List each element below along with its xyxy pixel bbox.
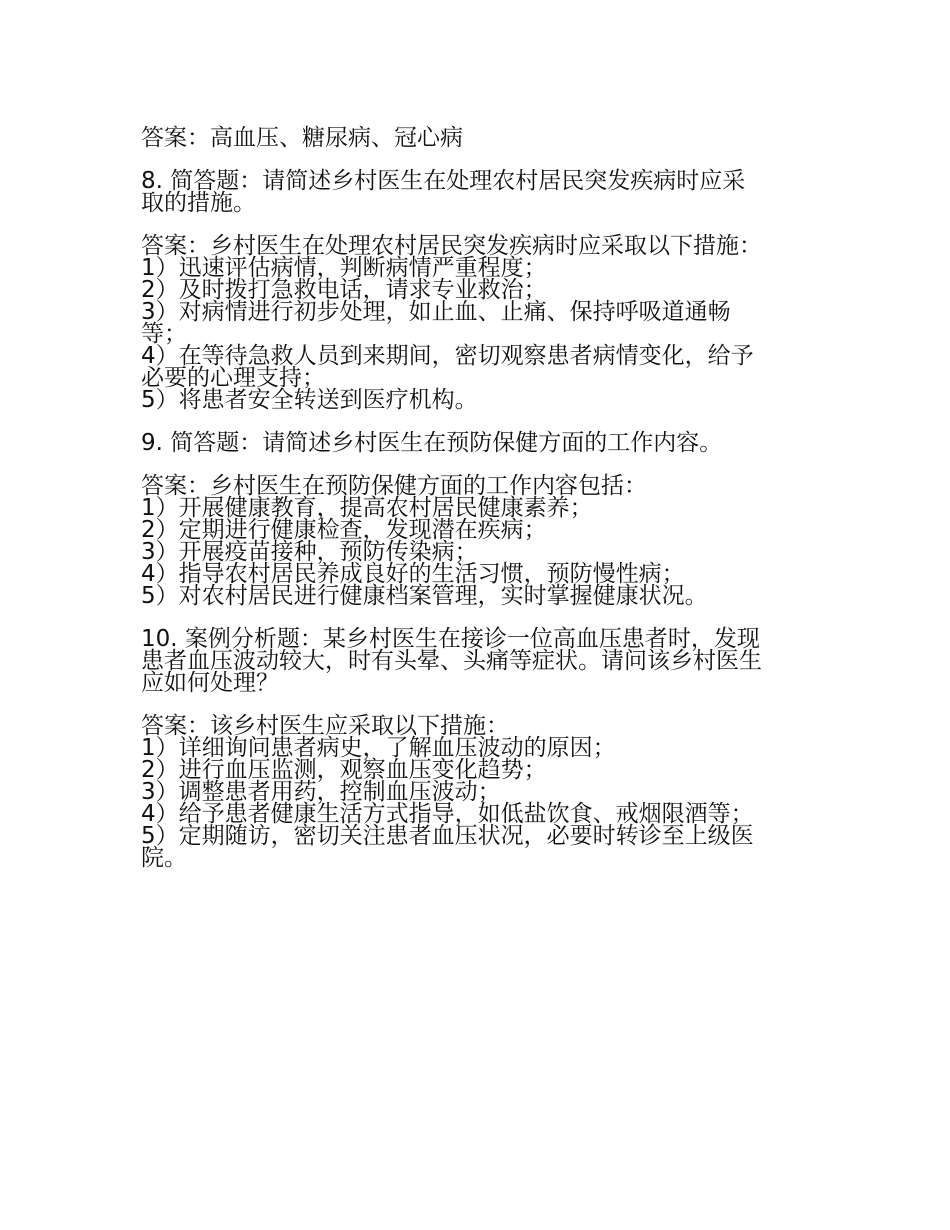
answer-8 [141,235,821,411]
text-line: 2）进行血压监测，观察血压变化趋势； [141,757,547,783]
text-line: 10. 案例分析题：某乡村医生在接诊一位高血压患者时，发现 [141,626,760,652]
question-10 [141,628,821,694]
text-line: 5）定期随访，密切关注患者血压状况，必要时转诊至上级医 [141,823,754,849]
document-page [141,127,821,890]
text-line: 患者血压波动较大，时有头晕、头痛等症状。请问该乡村医生 [141,648,762,674]
text-line: 取的措施。 [141,190,256,216]
text-line: 答案：高血压、糖尿病、冠心病 [141,125,463,151]
text-line: 4）指导农村居民养成良好的生活习惯，预防慢性病； [141,561,685,587]
text-line: 5）将患者安全转送到医疗机构。 [141,387,478,413]
text-line: 5）对农村居民进行健康档案管理，实时掌握健康状况。 [141,583,708,609]
text-line: 4）给予患者健康生活方式指导，如低盐饮食、戒烟限酒等； [141,801,754,827]
text-line: 院。 [141,845,187,871]
text-line: 1）详细询问患者病史，了解血压波动的原因； [141,735,616,761]
text-line: 答案：乡村医生在预防保健方面的工作内容包括： [141,473,647,499]
text-line: 应如何处理？ [141,670,279,696]
answer-9 [141,475,821,607]
text-line: 1）开展健康教育，提高农村居民健康素养； [141,495,593,521]
answer-10 [141,715,821,869]
text-line: 4）在等待急救人员到来期间，密切观察患者病情变化，给予 [141,343,754,369]
text-line: 8. 简答题：请简述乡村医生在处理农村居民突发疾病时应采 [141,168,746,194]
text-line: 3）对病情进行初步处理，如止血、止痛、保持呼吸道通畅 [141,299,731,325]
text-line: 2）及时拨打急救电话，请求专业救治； [141,277,547,303]
answer-7 [141,127,821,149]
text-line: 1）迅速评估病情，判断病情严重程度； [141,255,547,281]
text-line: 3）调整患者用药，控制血压波动； [141,779,501,805]
text-line: 9. 简答题：请简述乡村医生在预防保健方面的工作内容。 [141,430,723,456]
question-8 [141,170,821,214]
text-line: 答案：该乡村医生应采取以下措施： [141,713,509,739]
question-9 [141,432,821,454]
text-line: 答案：乡村医生在处理农村居民突发疾病时应采取以下措施： [141,233,762,259]
text-line: 等； [141,321,187,347]
text-line: 3）开展疫苗接种，预防传染病； [141,539,478,565]
text-line: 必要的心理支持； [141,365,325,391]
text-line: 2）定期进行健康检查，发现潜在疾病； [141,517,547,543]
